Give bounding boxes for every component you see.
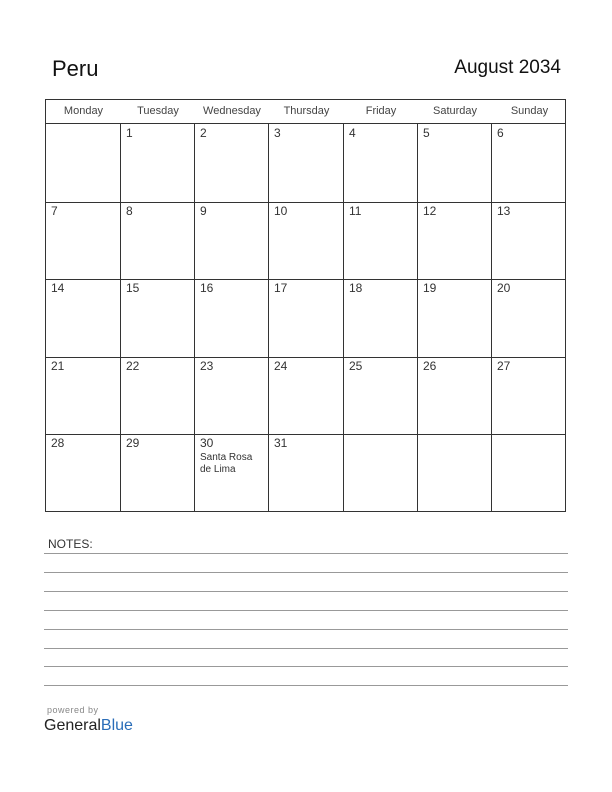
weekday-header (46, 100, 565, 124)
day-cell (344, 202, 418, 280)
day-number: 30 (200, 436, 214, 451)
day-number: 12 (423, 203, 437, 218)
day-number: 29 (126, 436, 140, 451)
day-number: 16 (200, 281, 214, 296)
day-cell (344, 357, 418, 435)
notes-label: NOTES: (48, 537, 93, 551)
day-cell (418, 434, 492, 512)
weekday-sunday: Sunday (510, 105, 549, 117)
note-line (44, 572, 568, 573)
day-cell (269, 124, 344, 202)
brand-general: General (44, 717, 101, 734)
brand-blue: Blue (100, 717, 133, 734)
day-number: 26 (423, 358, 437, 373)
day-cell (418, 357, 492, 435)
day-cell (121, 124, 195, 202)
day-cell (492, 279, 567, 357)
day-cell (269, 279, 344, 357)
day-cell (46, 357, 121, 435)
day-number: 17 (274, 281, 288, 296)
day-number: 23 (200, 358, 214, 373)
day-number: 9 (200, 203, 207, 218)
day-number: 7 (51, 203, 58, 218)
day-cell (269, 202, 344, 280)
day-cell (269, 434, 344, 512)
weekday-wednesday: Wednesday (203, 105, 261, 117)
brand-logo (44, 717, 133, 735)
weekday-friday: Friday (365, 105, 397, 117)
day-cell (492, 202, 567, 280)
day-cell (46, 202, 121, 280)
day-number: 18 (349, 281, 363, 296)
weekday-monday: Monday (63, 105, 104, 117)
weekday-tuesday: Tuesday (137, 105, 179, 117)
holiday-label: Santa Rosa de Lima (200, 452, 253, 476)
month-title: August 2034 (454, 57, 561, 78)
day-cell (121, 279, 195, 357)
day-cell (195, 279, 269, 357)
day-number: 19 (423, 281, 437, 296)
day-number: 8 (126, 203, 133, 218)
note-line (44, 610, 568, 611)
country-title: Peru (52, 56, 99, 81)
note-line (44, 591, 568, 592)
day-number: 1 (126, 126, 133, 140)
day-number: 25 (349, 358, 363, 373)
day-cell (418, 124, 492, 202)
day-cell (269, 357, 344, 435)
day-cell (344, 124, 418, 202)
day-cell (46, 279, 121, 357)
powered-by-text: powered by (47, 705, 99, 715)
day-cell (121, 357, 195, 435)
day-number: 6 (497, 126, 504, 140)
day-number: 13 (497, 203, 511, 218)
note-line (44, 553, 568, 554)
day-cell (195, 357, 269, 435)
calendar-grid (45, 99, 566, 512)
day-cell (492, 357, 567, 435)
day-number: 4 (349, 126, 356, 140)
note-line (44, 629, 568, 630)
day-cell (492, 124, 567, 202)
note-line (44, 666, 568, 667)
day-cell (418, 202, 492, 280)
day-number: 11 (349, 203, 362, 218)
day-number: 2 (200, 126, 207, 140)
day-cell (344, 434, 418, 512)
day-number: 10 (274, 203, 288, 218)
day-cell (492, 434, 567, 512)
day-cell (344, 279, 418, 357)
day-number: 3 (274, 126, 281, 140)
day-cell (121, 434, 195, 512)
day-number: 20 (497, 281, 511, 296)
day-number: 22 (126, 358, 140, 373)
day-number: 28 (51, 436, 65, 451)
day-number: 24 (274, 358, 288, 373)
day-number: 21 (51, 358, 65, 373)
note-line (44, 685, 568, 686)
day-number: 14 (51, 281, 65, 296)
day-cell (195, 434, 269, 512)
day-cell (121, 202, 195, 280)
day-cell (195, 202, 269, 280)
day-cell (46, 124, 121, 202)
weekday-thursday: Thursday (283, 105, 330, 117)
weekday-saturday: Saturday (432, 105, 478, 117)
day-cell (195, 124, 269, 202)
day-cell (46, 434, 121, 512)
day-number: 27 (497, 358, 511, 373)
day-number: 5 (423, 126, 430, 140)
day-cell (418, 279, 492, 357)
day-number: 31 (274, 436, 288, 451)
day-number: 15 (126, 281, 140, 296)
note-line (44, 648, 568, 649)
